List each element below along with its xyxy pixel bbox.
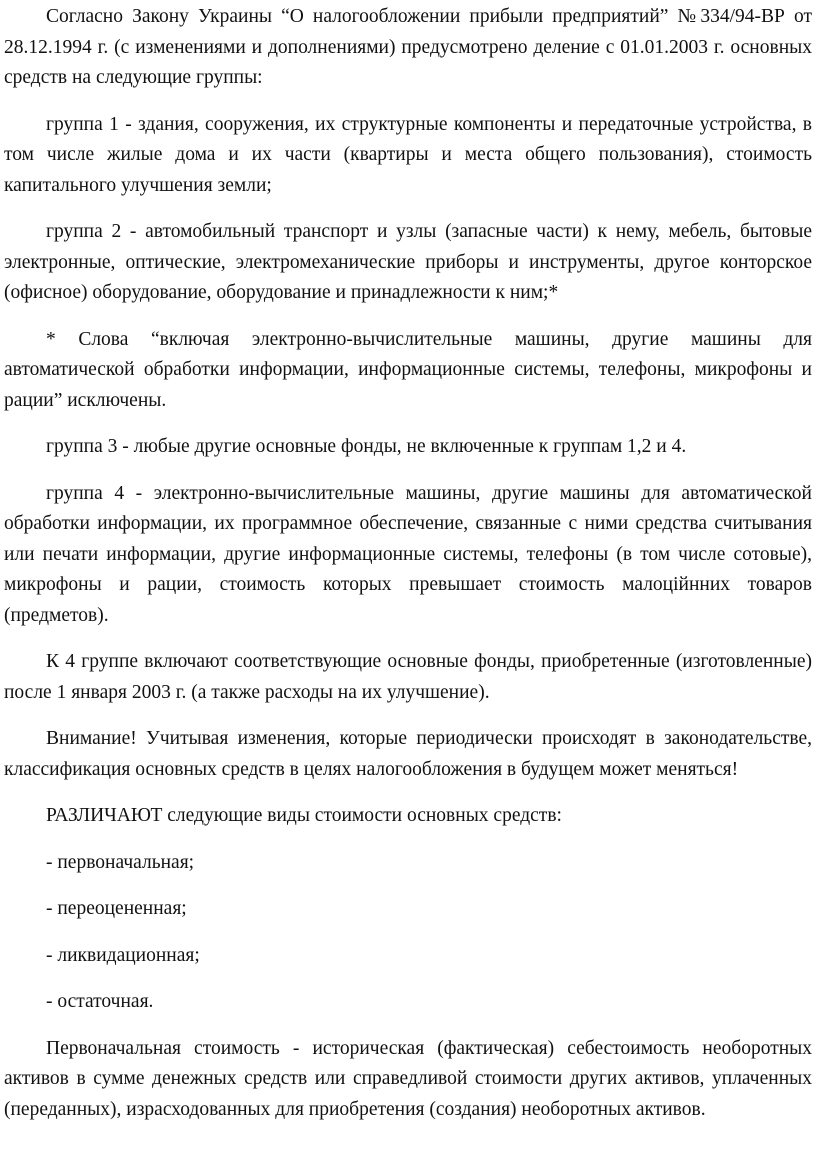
paragraph-initial-cost-definition: Первоначальная стоимость - историческая (фактическая) себестоимость необоротных активов в сумме денежных средств или справедливой стоимости других активов, уплаченных (переданных), израсходованных для приобретения (создания) необоротных активов. bbox=[4, 1037, 812, 1120]
paragraph-group-4: группа 4 - электронно-вычислительные машины, другие машины для автоматической обработки информации, их программное обеспечение, связанные с ними средства считывания или печати информации, другие информационные системы, телефоны (в том числе сотовые), микрофоны и рации, стоимость которых превышает стоимость малоційнних товаров (предметов). bbox=[4, 482, 812, 626]
paragraph-footnote: * Слова “включая электронно-вычислительные машины, другие машины для автоматической обработки информации, информационные системы, телефоны, микрофоны и рации” исключены. bbox=[4, 328, 812, 411]
list-item-revalued-cost: - переоцененная; bbox=[46, 898, 187, 919]
paragraph-attention: Внимание! Учитывая изменения, которые периодически происходят в законодательстве, классификация основных средств в целях налогообложения в будущем может меняться! bbox=[4, 728, 812, 780]
list-item-liquidation-cost: - ликвидационная; bbox=[46, 944, 200, 966]
paragraph-group-1: группа 1 - здания, сооружения, их структурные компоненты и передаточные устройства, в том числе жилые дома и их части (квартиры и места общего пользования), стоимость капитального улучшения земли; bbox=[4, 113, 812, 196]
paragraph-group-2: группа 2 - автомобильный транспорт и узлы (запасные части) к нему, мебель, бытовые электронные, оптические, электромеханические приборы и инструменты, другое конторское (офисное) оборудование, оборудование и принадлежности к ним;* bbox=[4, 221, 812, 303]
paragraph-group-4-note: К 4 группе включают соответствующие основные фонды, приобретенные (изготовленные) после 1 января 2003 г. (а также расходы на их улучшение). bbox=[4, 651, 812, 703]
paragraph-law-intro: Согласно Закону Украины “О налогообложении прибыли предприятий” №334/94-ВР от 28.12.1994 г. (с изменениями и дополнениями) предусмотрено деление с 01.01.2003 г. основных средств на следующие группы: bbox=[4, 6, 812, 88]
paragraph-group-3: группа 3 - любые другие основные фонды, не включенные к группам 1,2 и 4. bbox=[46, 436, 687, 457]
paragraph-cost-types-heading: РАЗЛИЧАЮТ следующие виды стоимости основных средств: bbox=[46, 805, 562, 826]
list-item-residual-cost: - остаточная. bbox=[46, 991, 154, 1012]
list-item-initial-cost: - первоначальная; bbox=[46, 851, 195, 873]
